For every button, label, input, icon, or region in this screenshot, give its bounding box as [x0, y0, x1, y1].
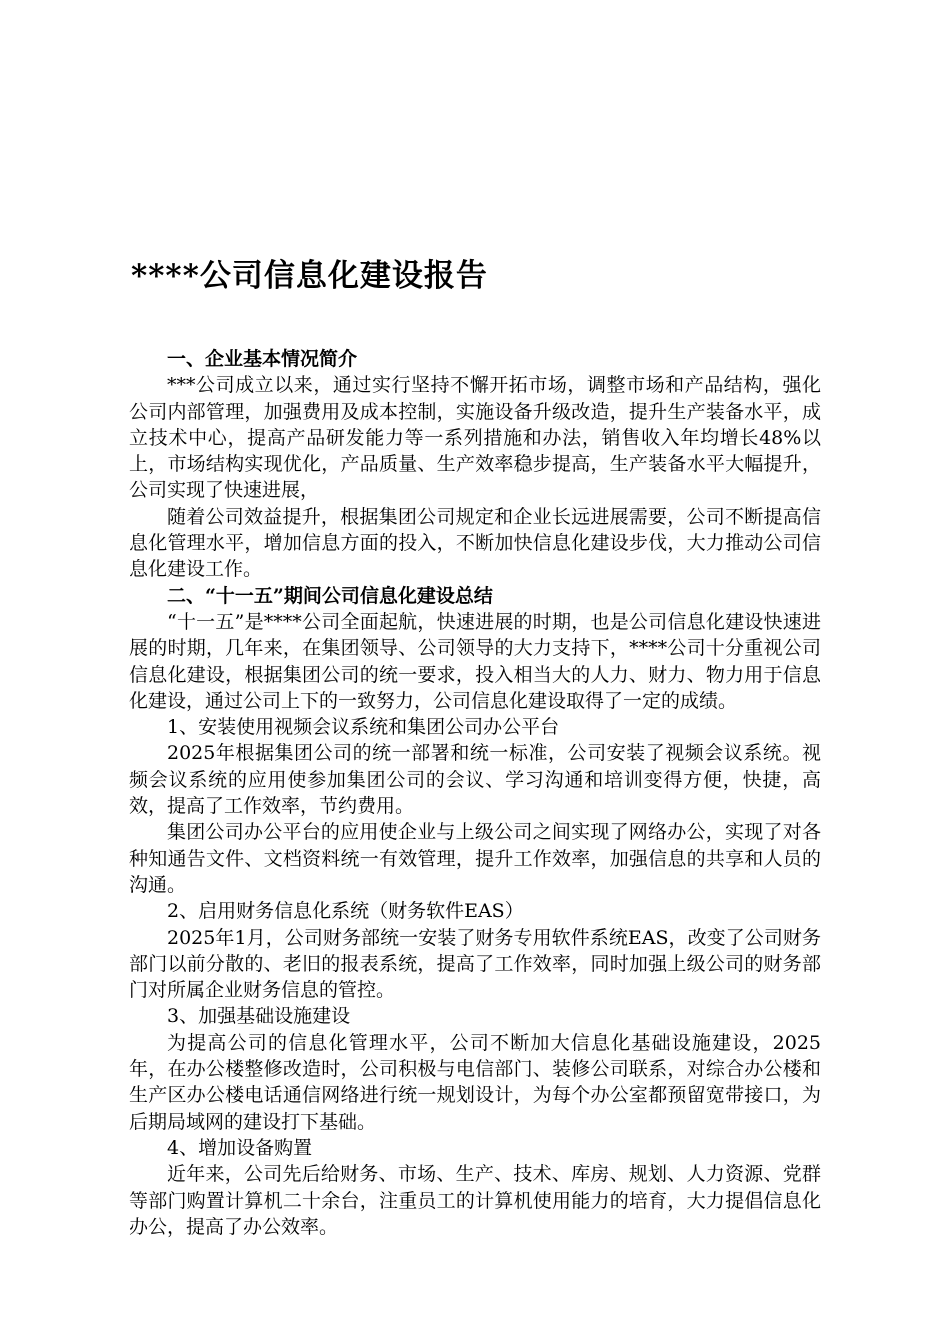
subsection-heading: 3、加强基础设施建设 — [167, 1005, 351, 1028]
document-title: ****公司信息化建设报告 — [131, 258, 488, 294]
body-paragraph: ***公司成立以来，通过实行坚持不懈开拓市场，调整市场和产品结构，强化公司内部管理，加强费用及成本控制，实施设备升级改造，提升生产装备水平，成立技术中心，提高产品研发能力等一系列措施和办法，销售收入年均增长48%以上，市场结构实现优化，产品质量、生产效率稳步提高，生产装备水平大幅提升，公司实现了快速进展， — [129, 374, 821, 502]
subsection-heading: 1、安装使用视频会议系统和集团公司办公平台 — [167, 716, 560, 739]
body-paragraph: “十一五”是****公司全面起航，快速进展的时期，也是公司信息化建设快速进展的时期，几年来，在集团领导、公司领导的大力支持下，****公司十分重视公司信息化建设，根据集团公司的统一要求，投入相当大的人力、财力、物力用于信息化建设，通过公司上下的一致努力，公司信息化建设取得了一定的成绩。 — [129, 610, 821, 712]
body-paragraph: 2025年根据集团公司的统一部署和统一标准，公司安装了视频会议系统。视频会议系统的应用使参加集团公司的会议、学习沟通和培训变得方便，快捷，高效，提高了工作效率，节约费用。 — [129, 742, 821, 818]
subsection-heading: 2、启用财务信息化系统（财务软件EAS） — [167, 900, 524, 923]
body-paragraph: 集团公司办公平台的应用使企业与上级公司之间实现了网络办公，实现了对各种知通告文件、文档资料统一有效管理，提升工作效率，加强信息的共享和人员的沟通。 — [129, 821, 821, 896]
body-paragraph: 2025年1月，公司财务部统一安装了财务专用软件系统EAS，改变了公司财务部门以前分散的、老旧的报表系统，提高了工作效率，同时加强上级公司的财务部门对所属企业财务信息的管控。 — [129, 926, 821, 1002]
document-body — [129, 346, 821, 1240]
subsection-heading: 4、增加设备购置 — [167, 1136, 313, 1159]
body-paragraph: 随着公司效益提升，根据集团公司规定和企业长远进展需要，公司不断提高信息化管理水平，增加信息方面的投入，不断加快信息化建设步伐，大力推动公司信息化建设工作。 — [129, 505, 821, 581]
section-heading: 一、企业基本情况简介 — [167, 348, 358, 370]
body-paragraph: 为提高公司的信息化管理水平，公司不断加大信息化基础设施建设，2025年，在办公楼整修改造时，公司积极与电信部门、装修公司联系，对综合办公楼和生产区办公楼电话通信网络进行统一规划设计，为每个办公室都预留宽带接口，为后期局域网的建设打下基础。 — [129, 1031, 821, 1133]
section-heading: 二、“十一五”期间公司信息化建设总结 — [167, 584, 493, 607]
body-paragraph: 近年来，公司先后给财务、市场、生产、技术、库房、规划、人力资源、党群等部门购置计算机二十余台，注重员工的计算机使用能力的培育，大力提倡信息化办公，提高了办公效率。 — [129, 1163, 821, 1238]
